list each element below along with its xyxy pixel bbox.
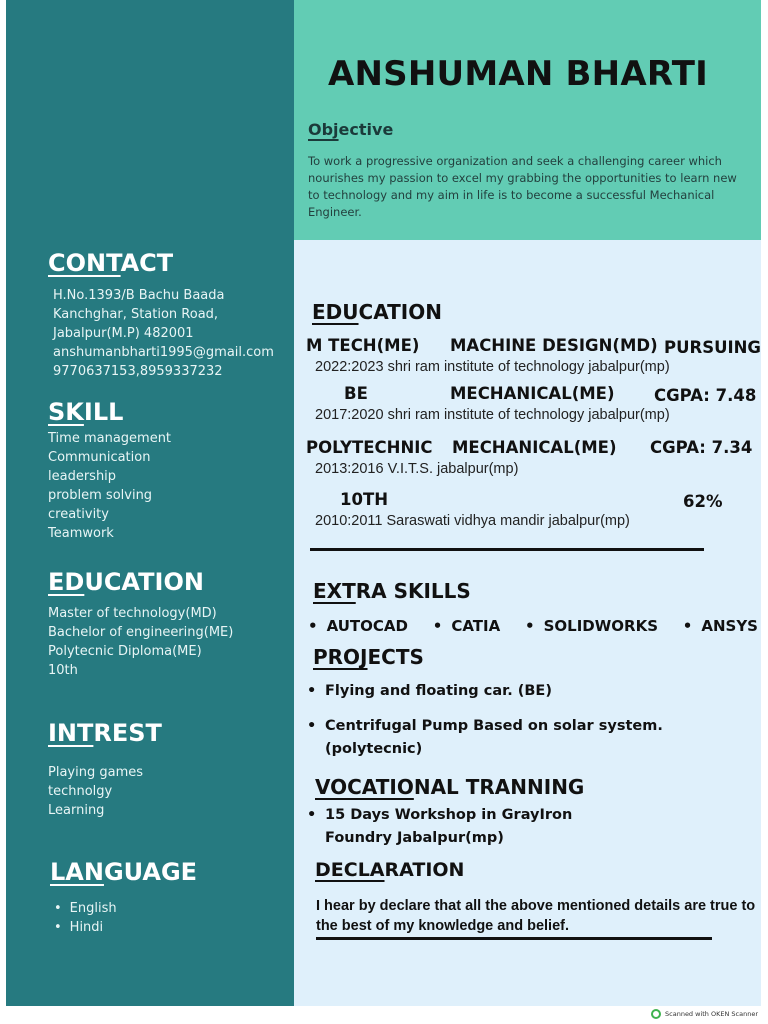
- objective-title-rest: ective: [338, 120, 394, 139]
- interest-title-underlined: INT: [48, 719, 94, 747]
- skill-item: Teamwork: [48, 526, 114, 541]
- education-title: [312, 302, 442, 322]
- skill-list: [48, 429, 171, 543]
- interest-list: [48, 763, 143, 820]
- language-list: [54, 899, 117, 937]
- language-title-rest: GUAGE: [103, 858, 198, 886]
- bullet-icon: •: [307, 718, 317, 734]
- project-item: [307, 715, 663, 761]
- section-divider: [310, 548, 704, 551]
- interest-title: [48, 721, 162, 745]
- declaration-title-rest: RATION: [384, 859, 465, 881]
- education-title-underlined: EDU: [312, 300, 359, 324]
- projects-title-rest: ECTS: [367, 645, 424, 669]
- contact-phone: 9770637153,8959337232: [53, 364, 223, 379]
- declaration-title: [315, 861, 464, 880]
- sidebar-education-title-rest: UCATION: [84, 568, 204, 596]
- sidebar-education-item: Bachelor of engineering(ME): [48, 625, 234, 640]
- edu-score: PURSUING: [664, 338, 761, 357]
- contact-address-2: Kanchghar, Station Road,: [53, 307, 219, 322]
- contact-title-underlined: CONT: [48, 249, 121, 277]
- contact-title: [48, 251, 173, 275]
- extra-skill-item: • ANSYS: [683, 617, 758, 635]
- skill-item: leadership: [48, 469, 117, 484]
- language-title: [50, 860, 197, 884]
- contact-email[interactable]: anshumanbharti1995@gmail.com: [53, 345, 274, 360]
- contact-address-3: Jabalpur(M.P) 482001: [53, 326, 194, 341]
- projects-title: [313, 647, 424, 667]
- vocational-text-1: 15 Days Workshop in GrayIron: [325, 807, 573, 823]
- projects-title-underlined: PROJ: [313, 645, 368, 669]
- interest-title-rest: REST: [93, 719, 162, 747]
- sidebar-education-list: [48, 604, 233, 680]
- scanner-watermark: [651, 1009, 758, 1019]
- vocational-title-rest: NAL TRANNING: [413, 775, 585, 799]
- vocational-title: [315, 777, 584, 797]
- declaration-text: I hear by declare that all the above mentioned details are true to the best of my knowledge and belief.: [316, 898, 756, 934]
- extra-skills-list: [308, 617, 758, 635]
- sidebar-education-item: Master of technology(MD): [48, 606, 217, 621]
- edu-degree: POLYTECHNIC: [306, 438, 433, 457]
- skill-title-underlined: SK: [48, 398, 84, 426]
- vocational-item: [307, 804, 573, 850]
- edu-branch: MECHANICAL(ME): [452, 438, 617, 457]
- interest-item: technolgy: [48, 784, 113, 799]
- sidebar-education-title: [48, 570, 204, 594]
- bullet-icon: •: [307, 683, 317, 699]
- edu-branch: MECHANICAL(ME): [450, 384, 615, 403]
- objective-text: To work a progressive organization and seek a challenging career which nourishes my passion to excel my grabbing the opportunities to learn new to technology and my aim in life is to become a successful Mechanical Engineer.: [308, 154, 737, 219]
- sidebar-education-item: Polytecnic Diploma(ME): [48, 644, 202, 659]
- interest-item: Playing games: [48, 765, 143, 780]
- bullet-icon: •: [307, 807, 317, 823]
- sidebar-education-title-underlined: ED: [48, 568, 85, 596]
- contact-address-1: H.No.1393/B Bachu Baada: [53, 288, 225, 303]
- education-title-rest: CATION: [358, 300, 442, 324]
- edu-detail: 2017:2020 shri ram institute of technology jabalpur(mp): [315, 407, 670, 423]
- objective-title: [308, 120, 393, 139]
- language-item: • Hindi: [54, 918, 117, 937]
- extra-skills-title: [313, 581, 471, 601]
- skill-item: Time management: [48, 431, 172, 446]
- extra-skill-item: • SOLIDWORKS: [525, 617, 658, 635]
- extra-skill-item: • CATIA: [433, 617, 500, 635]
- skill-title-rest: ILL: [83, 398, 124, 426]
- objective-title-underlined: Obj: [308, 120, 339, 139]
- vocational-title-underlined: VOCATIO: [315, 775, 414, 799]
- edu-detail: 2010:2011 Saraswati vidhya mandir jabalpur(mp): [315, 513, 630, 529]
- edu-detail: 2013:2016 V.I.T.S. jabalpur(mp): [315, 461, 519, 477]
- declaration-title-underlined: DECLA: [315, 859, 385, 881]
- edu-degree: 10TH: [340, 490, 389, 509]
- project-item-text: Flying and floating car. (BE): [325, 683, 552, 699]
- project-item-text: Centrifugal Pump Based on solar system.: [325, 718, 663, 734]
- contact-title-rest: ACT: [120, 249, 174, 277]
- skill-title: [48, 400, 123, 424]
- edu-score: CGPA: 7.34: [650, 438, 753, 457]
- extra-skills-title-underlined: EXT: [313, 579, 356, 603]
- edu-detail: 2022:2023 shri ram institute of technology jabalpur(mp): [315, 359, 670, 375]
- language-item: • English: [54, 899, 117, 918]
- skill-item: Communication: [48, 450, 151, 465]
- scanner-text: Scanned with OKEN Scanner: [665, 1010, 758, 1018]
- edu-score: 62%: [683, 492, 723, 511]
- skill-item: creativity: [48, 507, 109, 522]
- extra-skills-title-rest: RA SKILLS: [355, 579, 471, 603]
- scanner-logo-icon: [651, 1009, 661, 1019]
- candidate-name: ANSHUMAN BHARTI: [328, 54, 708, 94]
- edu-branch: MACHINE DESIGN(MD): [450, 336, 658, 355]
- edu-degree: BE: [344, 384, 368, 403]
- edu-degree: M TECH(ME): [306, 336, 420, 355]
- interest-item: Learning: [48, 803, 105, 818]
- contact-list: [53, 286, 274, 381]
- project-item: [307, 680, 552, 703]
- declaration-divider: [316, 937, 712, 940]
- skill-item: problem solving: [48, 488, 153, 503]
- edu-score: CGPA: 7.48: [654, 386, 757, 405]
- vocational-text-2: Foundry Jabalpur(mp): [325, 830, 504, 846]
- sidebar-education-item: 10th: [48, 663, 78, 678]
- extra-skill-item: • AUTOCAD: [308, 617, 408, 635]
- language-title-underlined: LAN: [50, 858, 104, 886]
- project-item-text-line2: (polytecnic): [325, 741, 423, 757]
